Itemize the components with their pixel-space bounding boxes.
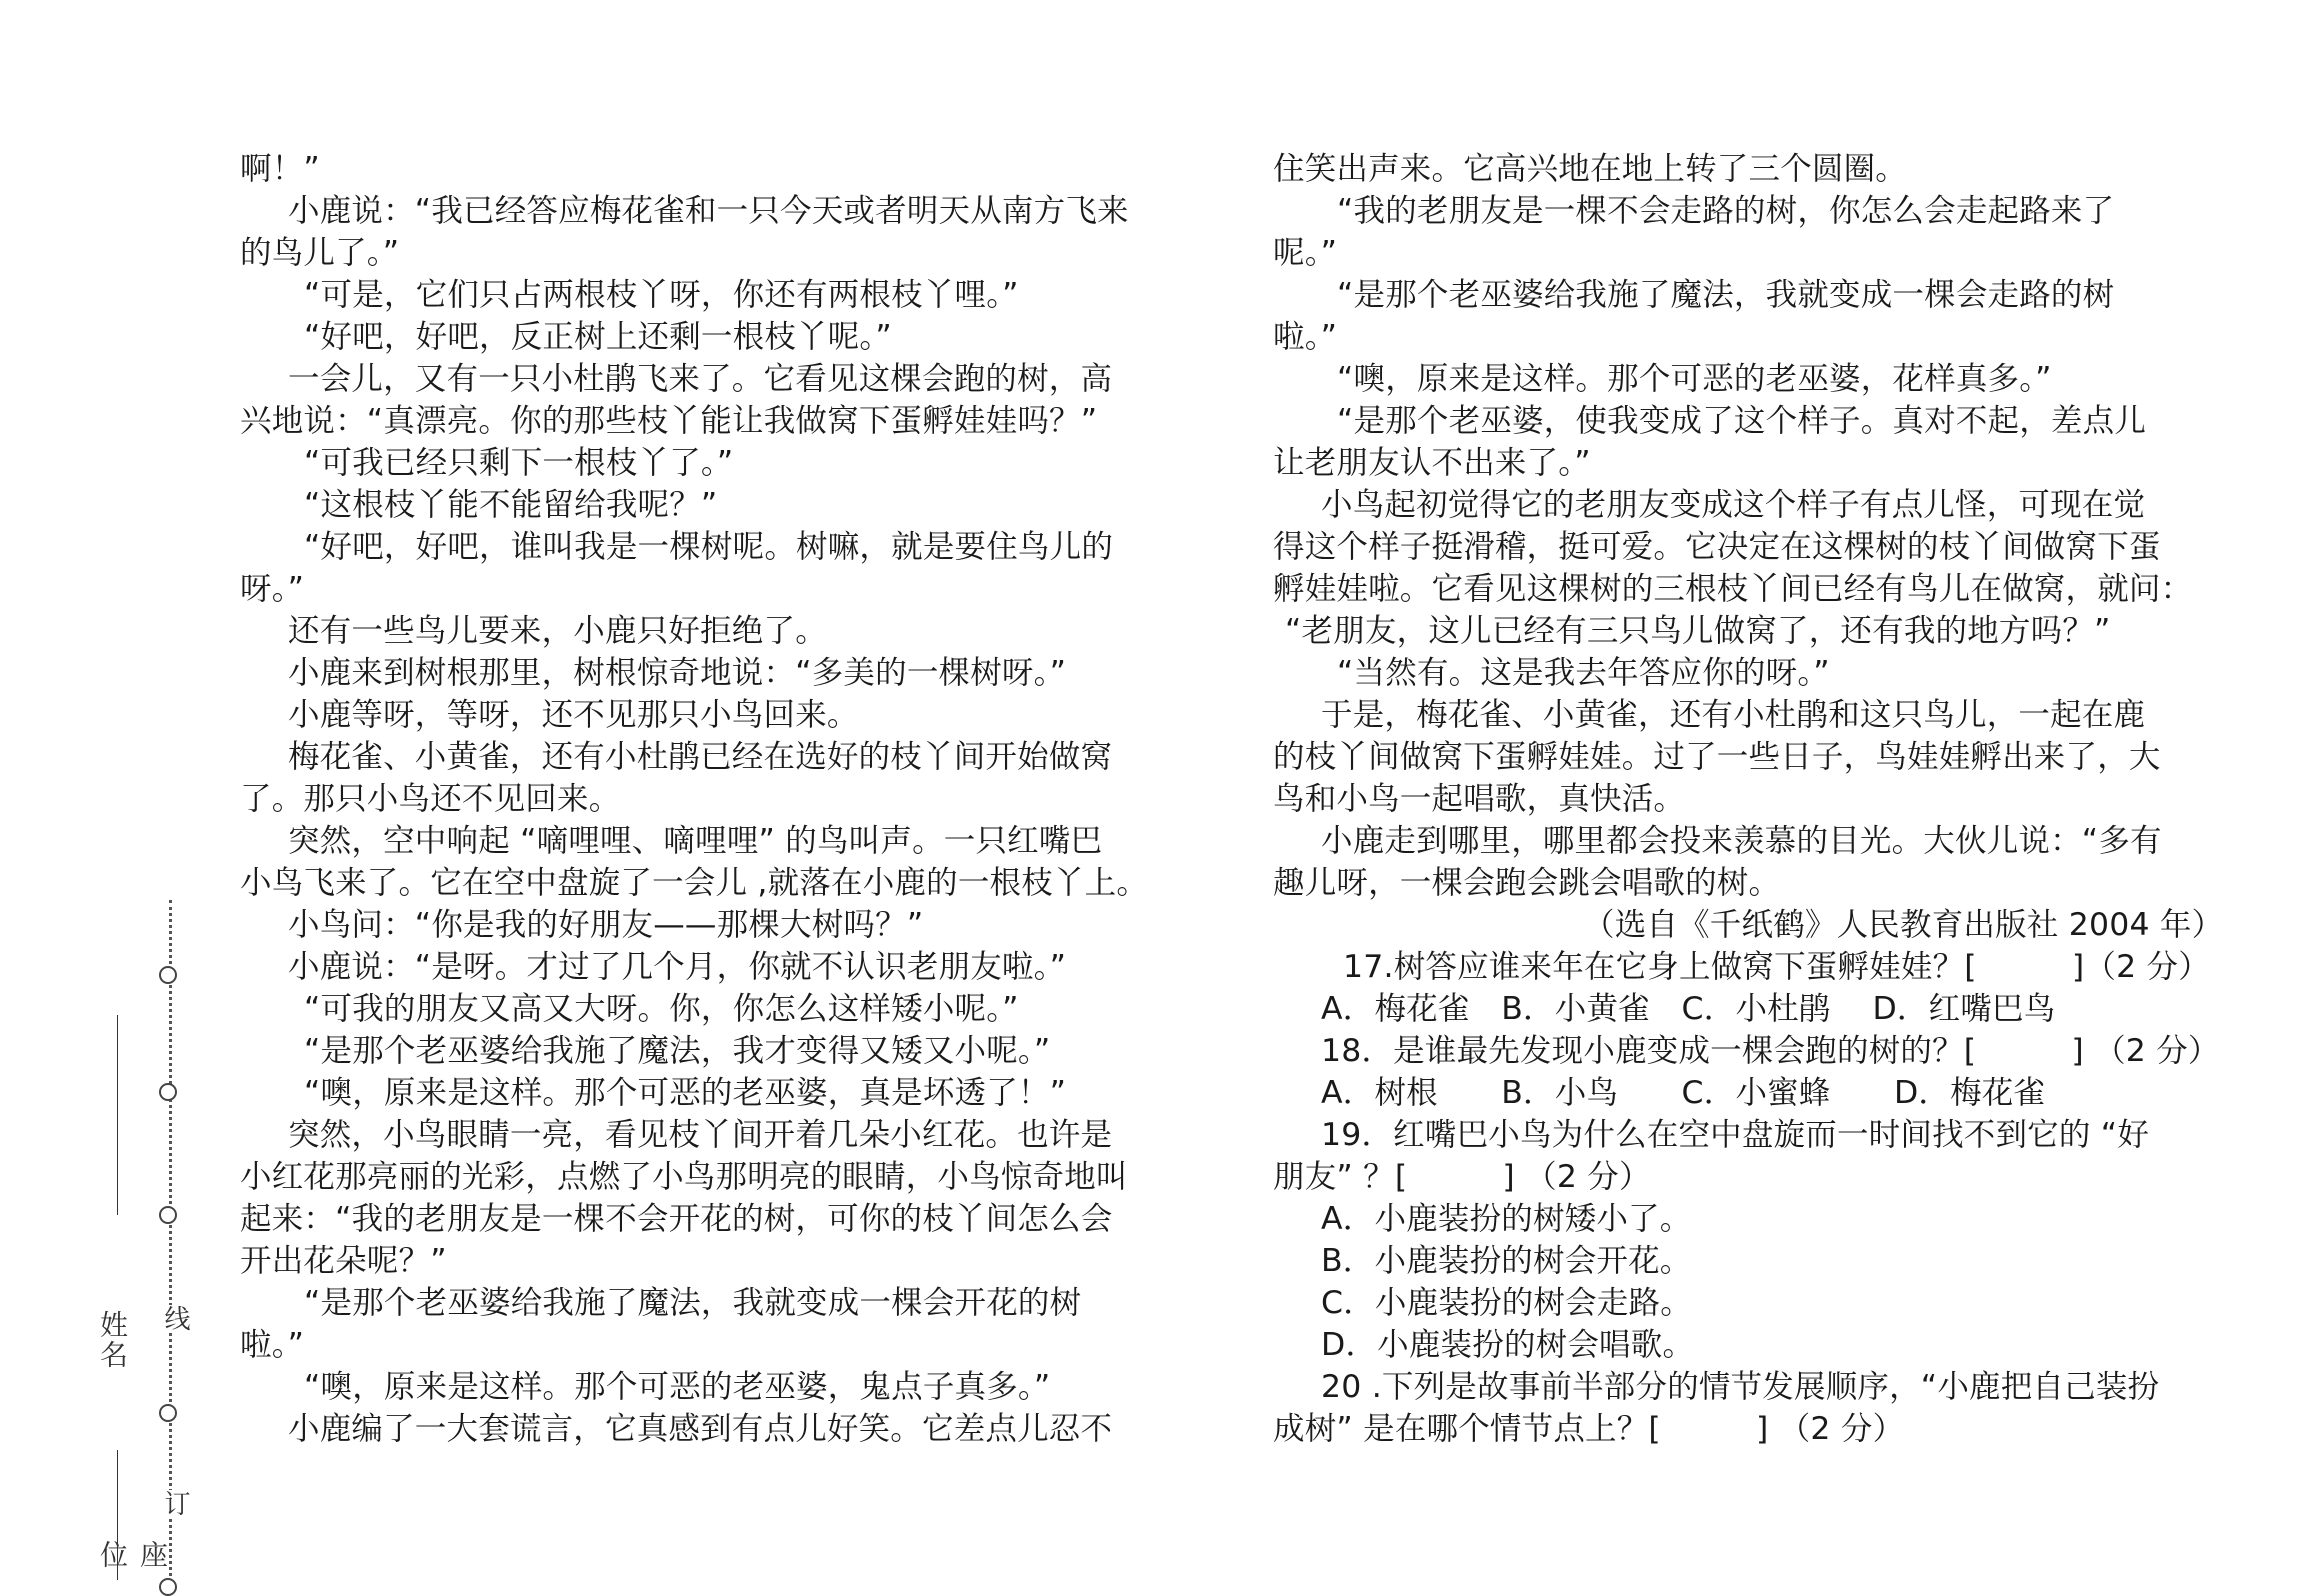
text-line: 啦。” <box>1273 319 1338 355</box>
text-line: 小鹿编了一大套谎言，它真感到有点儿好笑。它差点儿忍不 <box>288 1411 1113 1447</box>
text-line: 朋友” ？[ ] （2 分） <box>1273 1159 1651 1195</box>
text-line: （选自《千纸鹤》人民教育出版社 2004 年） <box>1583 907 2224 943</box>
text-line: “可我的朋友又高又大呀。你，你怎么这样矮小呢。” <box>304 991 1019 1027</box>
text-line: “我的老朋友是一棵不会走路的树，你怎么会走起路来了 <box>1337 193 2115 229</box>
text-line: 小鹿来到树根那里，树根惊奇地说：“多美的一棵树呀。” <box>288 655 1067 691</box>
name-label: 姓名 <box>96 1310 129 1370</box>
text-line: “当然有。这是我去年答应你的呀。” <box>1337 655 1830 691</box>
text-line: 小鸟起初觉得它的老朋友变成这个样子有点儿怪，可现在觉 <box>1321 487 2146 523</box>
text-line: “可我已经只剩下一根枝丫了。” <box>304 445 734 481</box>
text-line: 啊！” <box>240 151 320 187</box>
text-line: “好吧，好吧，谁叫我是一棵树呢。树嘛，就是要住鸟儿的 <box>304 529 1114 565</box>
text-line: 兴地说：“真漂亮。你的那些枝丫能让我做窝下蛋孵娃娃吗？” <box>240 403 1098 439</box>
text-line: 住笑出声来。它高兴地在地上转了三个圆圈。 <box>1273 151 1908 187</box>
binding-circle-2 <box>159 1083 177 1101</box>
text-line: 啦。” <box>240 1327 305 1363</box>
binding-circle-4 <box>159 1404 177 1422</box>
text-line: “好吧，好吧，反正树上还剩一根枝丫呢。” <box>304 319 892 355</box>
right-text-column <box>1273 148 2224 1450</box>
text-line: 成树” 是在哪个情节点上？[ ] （2 分） <box>1273 1411 1905 1447</box>
text-line: “是那个老巫婆给我施了魔法，我就变成一棵会走路的树 <box>1337 277 2115 313</box>
seat-label: 座位 <box>96 1540 169 1570</box>
text-line: C．小鹿装扮的树会走路。 <box>1321 1285 1692 1321</box>
text-line: “噢，原来是这样。那个可恶的老巫婆，鬼点子真多。” <box>304 1369 1051 1405</box>
text-line: 的枝丫间做窝下蛋孵娃娃。过了一些日子，鸟娃娃孵出来了，大 <box>1273 739 2161 775</box>
text-line: “这根枝丫能不能留给我呢？” <box>304 487 718 523</box>
text-line: A．梅花雀 B．小黄雀 C．小杜鹃 D．红嘴巴鸟 <box>1321 991 2056 1027</box>
binding-circle-5 <box>159 1578 177 1596</box>
text-line: 于是，梅花雀、小黄雀，还有小杜鹃和这只鸟儿，一起在鹿 <box>1321 697 2146 733</box>
text-line: “老朋友，这儿已经有三只鸟儿做窝了，还有我的地方吗？” <box>1285 613 2111 649</box>
text-line: 呢。” <box>1273 235 1338 271</box>
text-line: A．小鹿装扮的树矮小了。 <box>1321 1201 1692 1237</box>
text-line: “噢，原来是这样。那个可恶的老巫婆，真是坏透了！” <box>304 1075 1067 1111</box>
text-line: B．小鹿装扮的树会开花。 <box>1321 1243 1692 1279</box>
name-underline <box>117 1015 118 1215</box>
text-line: 小红花那亮丽的光彩，点燃了小鸟那明亮的眼睛，小鸟惊奇地叫 <box>240 1159 1128 1195</box>
binding-bind-char: 订 <box>157 1490 194 1516</box>
text-line: 还有一些鸟儿要来，小鹿只好拒绝了。 <box>288 613 827 649</box>
text-line: 开出花朵呢？” <box>240 1243 447 1279</box>
text-line: 小鸟问：“你是我的好朋友——那棵大树吗？” <box>288 907 924 943</box>
text-line: 19．红嘴巴小鸟为什么在空中盘旋而一时间找不到它的 “好 <box>1321 1117 2150 1153</box>
text-line: 梅花雀、小黄雀，还有小杜鹃已经在选好的枝丫间开始做窝 <box>288 739 1113 775</box>
text-line: 得这个样子挺滑稽，挺可爱。它决定在这棵树的枝丫间做窝下蛋 <box>1273 529 2161 565</box>
text-line: 突然，小鸟眼睛一亮，看见枝丫间开着几朵小红花。也许是 <box>288 1117 1113 1153</box>
text-line: 小鹿等呀，等呀，还不见那只小鸟回来。 <box>288 697 859 733</box>
text-line: “是那个老巫婆给我施了魔法，我才变得又矮又小呢。” <box>304 1033 1051 1069</box>
text-line: “是那个老巫婆，使我变成了这个样子。真对不起，差点儿 <box>1337 403 2147 439</box>
text-line: 小鸟飞来了。它在空中盘旋了一会儿 ,就落在小鹿的一根枝丫上。 <box>240 865 1149 901</box>
text-line: 18．是谁最先发现小鹿变成一棵会跑的树的？[ ] （2 分） <box>1321 1033 2220 1069</box>
text-line: 小鹿说：“我已经答应梅花雀和一只今天或者明天从南方飞来 <box>288 193 1129 229</box>
text-line: 突然，空中响起 “嘀哩哩、嘀哩哩” 的鸟叫声。一只红嘴巴 <box>288 823 1103 859</box>
text-line: “可是，它们只占两根枝丫呀，你还有两根枝丫哩。” <box>304 277 1019 313</box>
text-line: “噢，原来是这样。那个可恶的老巫婆，花样真多。” <box>1337 361 2052 397</box>
binding-circle-3 <box>159 1206 177 1224</box>
binding-circle-1 <box>159 966 177 984</box>
text-line: 一会儿，又有一只小杜鹃飞来了。它看见这棵会跑的树，高 <box>288 361 1113 397</box>
text-line: 的鸟儿了。” <box>240 235 400 271</box>
text-line: D．小鹿装扮的树会唱歌。 <box>1321 1327 1695 1363</box>
text-line: 孵娃娃啦。它看见这棵树的三根枝丫间已经有鸟儿在做窝，就问： <box>1273 571 2193 607</box>
text-line: 呀。” <box>240 571 305 607</box>
text-line: A．树根 B．小鸟 C．小蜜蜂 D．梅花雀 <box>1321 1075 2046 1111</box>
text-line: 鸟和小鸟一起唱歌，真快活。 <box>1273 781 1686 817</box>
text-line: 起来：“我的老朋友是一棵不会开花的树，可你的枝丫间怎么会 <box>240 1201 1113 1237</box>
text-line: 了。那只小鸟还不见回来。 <box>240 781 621 817</box>
text-line: 17.树答应谁来年在它身上做窝下蛋孵娃娃？[ ]（2 分） <box>1343 949 2210 985</box>
text-line: “是那个老巫婆给我施了魔法，我就变成一棵会开花的树 <box>304 1285 1082 1321</box>
text-line: 趣儿呀，一棵会跑会跳会唱歌的树。 <box>1273 865 1781 901</box>
left-text-column <box>240 148 1175 1450</box>
binding-margin <box>0 900 220 1595</box>
text-line: 小鹿说：“是呀。才过了几个月，你就不认识老朋友啦。” <box>288 949 1067 985</box>
text-line: 让老朋友认不出来了。” <box>1273 445 1591 481</box>
binding-line-char: 线 <box>157 1305 194 1331</box>
text-line: 20 .下列是故事前半部分的情节发展顺序，“小鹿把自己装扮 <box>1321 1369 2160 1405</box>
text-line: 小鹿走到哪里，哪里都会投来羡慕的目光。大伙儿说：“多有 <box>1321 823 2162 859</box>
